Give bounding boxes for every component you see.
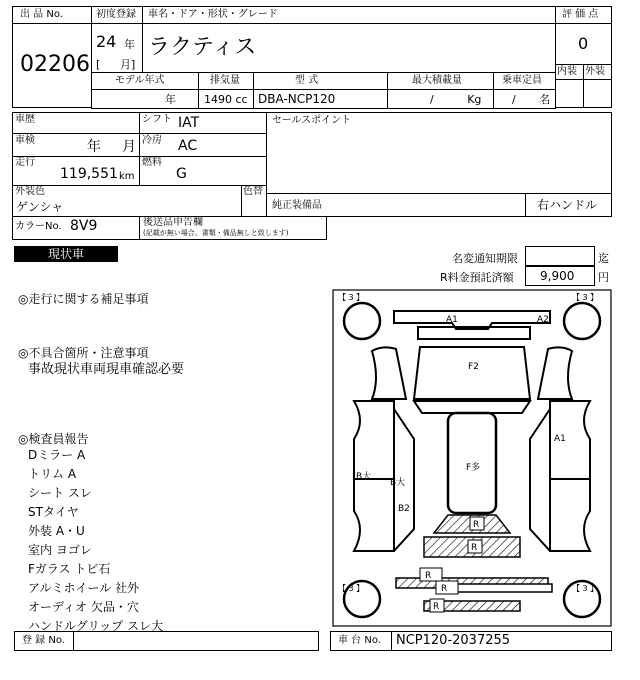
inspector-item: STタイヤ	[28, 505, 79, 519]
displacement: 1490 cc	[204, 93, 248, 106]
inspection-label: 車検	[15, 135, 35, 146]
mark-a2-top: A2	[537, 315, 549, 325]
inspection-month: 月	[122, 139, 136, 155]
inspector-list	[28, 446, 163, 636]
capacity-value: / 名	[512, 93, 551, 106]
first-reg-year-unit: 年	[124, 38, 135, 51]
first-reg-year: 24	[96, 32, 117, 51]
exterior-label: 外装	[585, 66, 605, 77]
recycle-fee-unit: 円	[598, 271, 609, 284]
tire-label-tl: 【 3 】	[338, 293, 365, 302]
defect-title: ◎不具合箇所・注意事項	[18, 346, 149, 360]
tire-label-bl: 【 3 】	[338, 584, 365, 593]
mileage-unit: km	[119, 171, 135, 182]
chassis-label: 車 台 No.	[338, 635, 381, 646]
tire-label-br: 【 3 】	[572, 584, 599, 593]
inspector-item: アルミホイール 社外	[28, 581, 140, 595]
interior-score-cell	[555, 79, 584, 108]
color-change-label: 色替	[243, 186, 263, 197]
post-doc-label: 後送品申告欄	[143, 217, 203, 228]
repair-mark-r: R	[425, 571, 432, 581]
ac-value: AC	[178, 138, 198, 154]
interior-label: 内装	[557, 66, 577, 77]
sales-point-label: セールスポイント	[272, 115, 352, 126]
model-year-cell	[91, 89, 199, 109]
shift-value: IAT	[178, 115, 200, 131]
mileage-label: 走行	[15, 157, 35, 168]
model-year-unit: 年	[165, 93, 176, 106]
lot-number: 02206	[20, 52, 90, 77]
defect-text: 事故現状車両現車確認必要	[28, 362, 185, 377]
inspector-item: Dミラー A	[28, 448, 86, 462]
exterior-score-cell	[583, 79, 612, 108]
post-doc-note: (記載が無い場合、書類・備品無しと致します)	[143, 229, 289, 237]
inspection-year: 年	[87, 139, 101, 155]
chassis-no: NCP120-2037255	[396, 633, 511, 648]
inspector-item: ハンドルグリップ スレ大	[28, 619, 164, 633]
eval-label: 評 価 点	[562, 9, 599, 20]
mark-a1-side: A1	[554, 434, 566, 444]
reg-no-cell	[73, 631, 319, 651]
mark-b-dai-left: B大	[356, 472, 372, 482]
type-label: 型 式	[295, 75, 319, 86]
repair-mark-r: R	[471, 543, 478, 553]
ac-label: 冷房	[142, 135, 162, 146]
fuel-label: 燃料	[142, 157, 162, 168]
inspector-title: ◎検査員報告	[18, 432, 89, 446]
capacity-label: 乗車定員	[502, 75, 542, 86]
tire-label-tr: 【 3 】	[572, 293, 599, 302]
diagram-frame	[333, 290, 611, 626]
model-year-label: モデル年式	[115, 75, 165, 86]
ext-color-value: ゲンシャ	[16, 200, 64, 214]
type-value: DBA-NCP120	[258, 92, 336, 106]
recycle-fee-value: 9,900	[540, 269, 575, 283]
repair-mark-r: R	[433, 602, 440, 612]
color-no-label: カラーNo.	[15, 221, 62, 232]
mark-b2: B2	[398, 504, 410, 514]
inspector-item: トリム A	[28, 467, 77, 481]
inspector-item: 外装 A・U	[28, 524, 85, 538]
lot-label: 出 品 No.	[20, 9, 63, 20]
inspector-item: 室内 ヨゴレ	[28, 543, 92, 557]
car-name: ラクティス	[148, 35, 257, 60]
fuel-value: G	[176, 166, 187, 182]
handle-value: 右ハンドル	[537, 198, 598, 212]
recycle-fee-label: R料金預託済額	[440, 271, 514, 284]
reg-no-label: 登 録 No.	[22, 635, 65, 646]
first-reg-month-open: [	[96, 58, 101, 71]
mark-f2: F2	[468, 362, 479, 372]
first-reg-month-unit: 月]	[120, 58, 136, 71]
repair-mark-r: R	[473, 520, 480, 530]
shift-label: シフト	[142, 114, 172, 125]
mark-f-dai: F多	[466, 463, 481, 473]
mark-b-dai: B大	[390, 478, 406, 488]
car-name-label: 車名・ドア・形状・グレード	[148, 9, 278, 20]
ext-color-label: 外装色	[15, 186, 45, 197]
color-no-value: 8V9	[70, 218, 98, 234]
history-label: 車歴	[15, 114, 35, 125]
load-value: / Kg	[430, 93, 482, 106]
displacement-label: 排気量	[210, 75, 240, 86]
recycle-expire-unit: 迄	[598, 252, 609, 265]
supplement-title: ◎走行に関する補足事項	[18, 292, 149, 306]
inspector-item: Fガラス トビ石	[28, 562, 111, 576]
load-label: 最大積載量	[412, 75, 462, 86]
genuine-equipment-label: 純正装備品	[272, 200, 322, 211]
repair-mark-r: R	[441, 584, 448, 594]
recycle-expire-cell	[525, 246, 595, 266]
recycle-expire-label: 名変通知期限	[452, 252, 518, 265]
mark-a1-top: A1	[446, 315, 458, 325]
inspector-item: オーディオ 欠品・穴	[28, 600, 139, 614]
type-label-cell	[253, 72, 388, 90]
eval-score: 0	[578, 34, 589, 53]
first-reg-label: 初度登録	[96, 9, 136, 20]
inspector-item: シート スレ	[28, 486, 92, 500]
car-damage-diagram	[332, 289, 612, 627]
status-banner: 現状車	[14, 246, 118, 262]
mileage-value: 119,551	[60, 166, 118, 182]
